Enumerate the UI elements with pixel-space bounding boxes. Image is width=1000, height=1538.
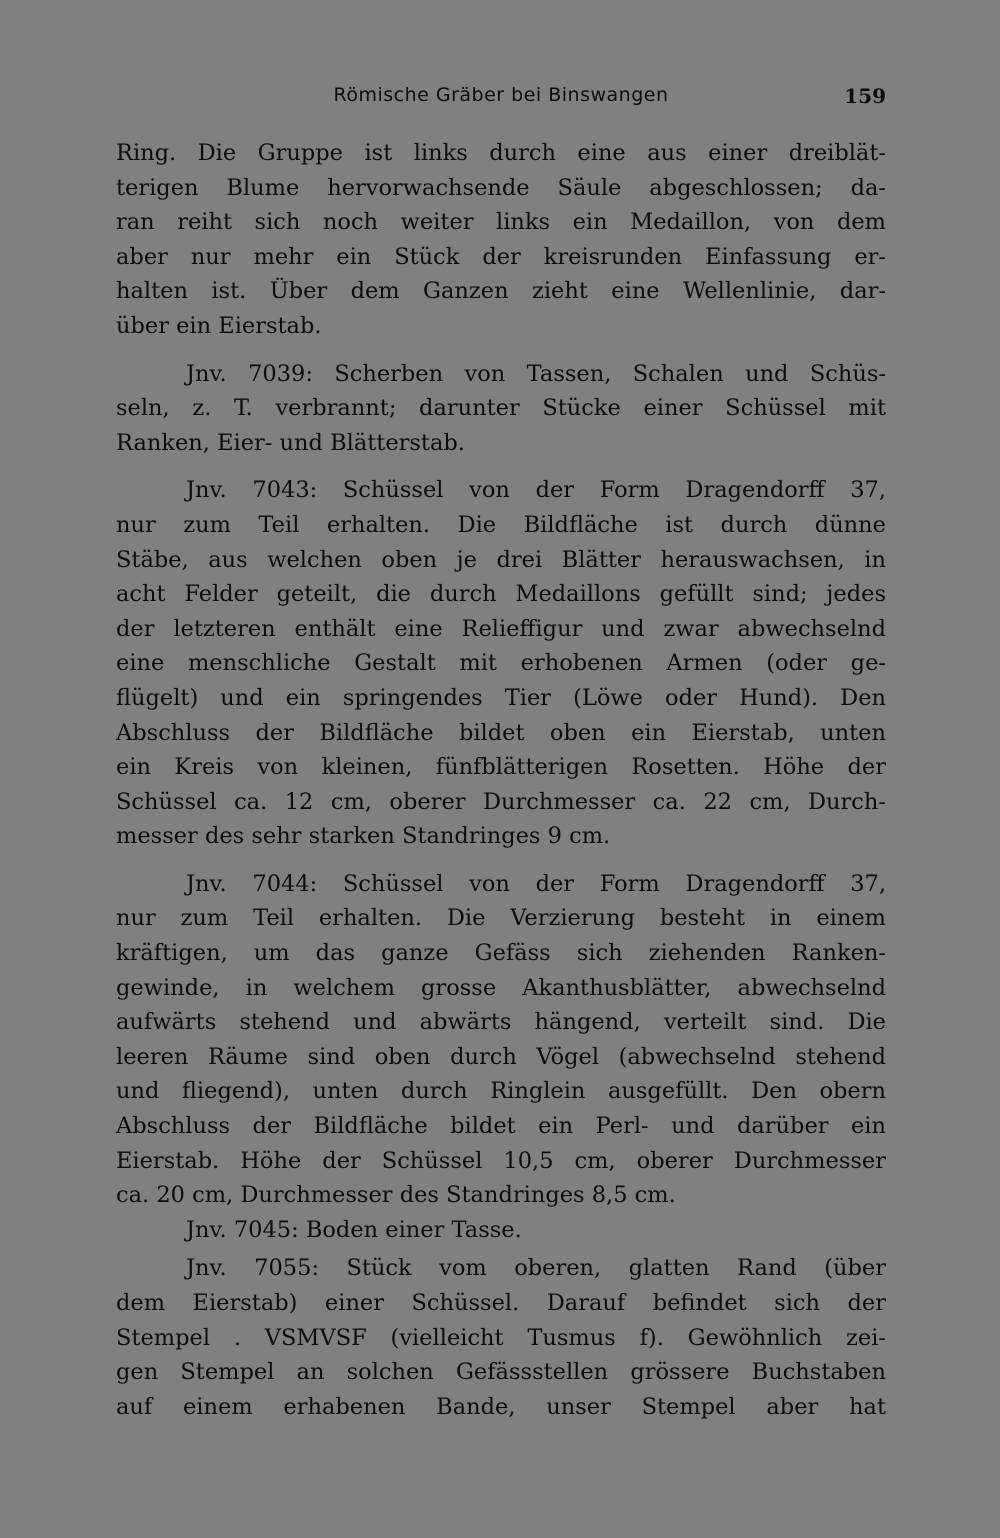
- text-line: aber nur mehr ein Stück der kreisrunden Einfassung er-: [116, 243, 886, 270]
- text-line: über ein Eierstab.: [116, 312, 322, 339]
- text-line: Stäbe, aus welchen oben je drei Blätter herauswachsen, in: [116, 546, 886, 573]
- running-head: [116, 84, 886, 114]
- text-line: messer des sehr starken Standringes 9 cm.: [116, 823, 611, 850]
- entry-heading-line: Jnv. 7039: Scherben von Tassen, Schalen und Schüs-: [186, 360, 886, 387]
- text-line: nur zum Teil erhalten. Die Bildfläche ist durch dünne: [116, 511, 886, 538]
- running-title: Römische Gräber bei Binswangen: [333, 84, 669, 106]
- text-line: flügelt) und ein springendes Tier (Löwe oder Hund). Den: [116, 684, 886, 711]
- text-line: ein Kreis von kleinen, fünfblätterigen Rosetten. Höhe der: [116, 754, 886, 781]
- text-line: Stempel . VSMVSF (vielleicht Tusmus f). Gewöhnlich zei-: [116, 1324, 886, 1351]
- page-number: 159: [844, 84, 886, 108]
- text-line: leeren Räume sind oben durch Vögel (abwechselnd stehend: [116, 1043, 886, 1070]
- text-line: halten ist. Über dem Ganzen zieht eine Wellenlinie, dar-: [116, 278, 886, 305]
- text-line: und fliegend), unten durch Ringlein ausgefüllt. Den obern: [116, 1078, 886, 1105]
- entry-heading-line: Jnv. 7043: Schüssel von der Form Dragendorff 37,: [186, 477, 886, 504]
- entry-heading-line: Jnv. 7045: Boden einer Tasse.: [186, 1216, 522, 1243]
- text-line: acht Felder geteilt, die durch Medaillons gefüllt sind; jedes: [116, 581, 886, 608]
- text-line: auf einem erhabenen Bande, unser Stempel aber hat: [116, 1393, 886, 1420]
- text-line: nur zum Teil erhalten. Die Verzierung besteht in einem: [116, 905, 886, 932]
- text-line: gen Stempel an solchen Gefässstellen grössere Buchstaben: [116, 1359, 886, 1386]
- text-line: ca. 20 cm, Durchmesser des Standringes 8,5 cm.: [116, 1182, 676, 1209]
- text-line: Ranken, Eier- und Blätterstab.: [116, 429, 465, 456]
- text-line: Ring. Die Gruppe ist links durch eine aus einer dreiblät-: [116, 140, 886, 166]
- text-line: terigen Blume hervorwachsende Säule abgeschlossen; da-: [116, 174, 886, 201]
- text-line: seln, z. T. verbrannt; darunter Stücke einer Schüssel mit: [116, 395, 886, 422]
- text-line: Abschluss der Bildfläche bildet oben ein Eierstab, unten: [116, 719, 886, 746]
- text-line: gewinde, in welchem grosse Akanthusblätter, abwechselnd: [116, 974, 886, 1001]
- text-line: dem Eierstab) einer Schüssel. Darauf befindet sich der: [116, 1290, 886, 1316]
- text-line: aufwärts stehend und abwärts hängend, verteilt sind. Die: [116, 1009, 886, 1036]
- text-line: Abschluss der Bildfläche bildet ein Perl- und darüber ein: [116, 1113, 886, 1140]
- text-line: der letzteren enthält eine Relieffigur und zwar abwechselnd: [116, 615, 886, 642]
- text-line: Schüssel ca. 12 cm, oberer Durchmesser ca. 22 cm, Durch-: [116, 788, 886, 815]
- entry-heading-line: Jnv. 7055: Stück vom oberen, glatten Rand (über: [186, 1255, 886, 1282]
- text-line: kräftigen, um das ganze Gefäss sich ziehenden Ranken-: [116, 940, 886, 967]
- body-text: [116, 136, 886, 1424]
- text-line: Eierstab. Höhe der Schüssel 10,5 cm, oberer Durchmesser: [116, 1147, 886, 1174]
- text-line: eine menschliche Gestalt mit erhobenen Armen (oder ge-: [116, 650, 886, 677]
- text-line: ran reiht sich noch weiter links ein Medaillon, von dem: [116, 209, 886, 236]
- entry-heading-line: Jnv. 7044: Schüssel von der Form Dragendorff 37,: [186, 870, 886, 897]
